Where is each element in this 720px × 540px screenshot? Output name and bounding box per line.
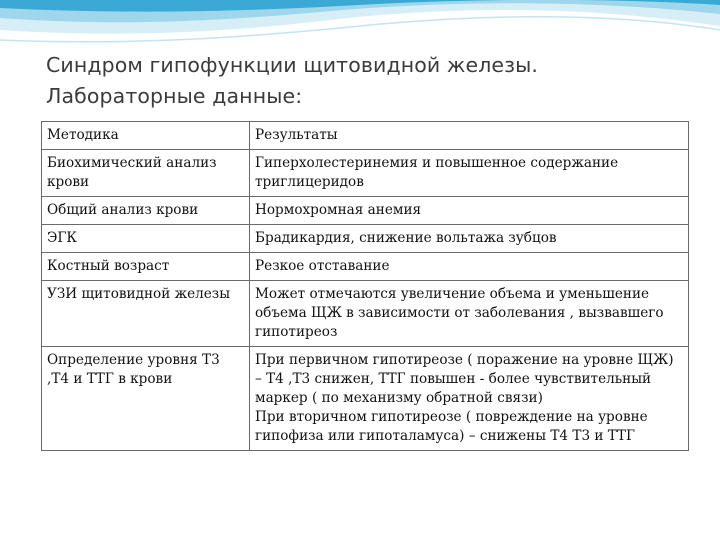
header-method-cell: Методика: [42, 122, 250, 150]
result-text-secondary: При вторичном гипотиреозе ( повреждение на уровне гипофиза или гипоталамуса) – снижены Т4 Т3 и ТТГ: [255, 409, 648, 444]
lab-data-table: [41, 121, 689, 451]
table-row: [42, 150, 689, 197]
result-text: Нормохромная анемия: [255, 202, 422, 218]
table-row: [42, 225, 689, 253]
method-cell: УЗИ щитовидной железы: [42, 281, 250, 347]
slide-title-line-1: Синдром гипофункции щитовидной железы.: [46, 53, 539, 77]
table-header-row: [42, 122, 689, 150]
table-row: [42, 253, 689, 281]
result-text: Может отмечаются увеличение объема и уменьшение объема ЩЖ в зависимости от заболевания , вызвавшего гипотиреоз: [255, 286, 664, 340]
header-result-cell: Результаты: [250, 122, 689, 150]
result-cell: [250, 197, 689, 225]
result-cell: [250, 347, 689, 451]
result-cell: [250, 150, 689, 197]
method-cell: Общий анализ крови: [42, 197, 250, 225]
result-text: Брадикардия, снижение вольтажа зубцов: [255, 230, 557, 246]
result-text: Гиперхолестеринемия и повышенное содержание триглицеридов: [255, 155, 619, 190]
table-row: [42, 197, 689, 225]
method-cell: Определение уровня Т3 ,Т4 и ТТГ в крови: [42, 347, 250, 451]
table-row: [42, 281, 689, 347]
method-cell: Биохимический анализ крови: [42, 150, 250, 197]
table-row: [42, 347, 689, 451]
slide-title-line-2: Лабораторные данные:: [46, 84, 303, 108]
result-text: Резкое отставание: [255, 258, 390, 274]
method-cell: Костный возраст: [42, 253, 250, 281]
result-cell: [250, 253, 689, 281]
result-text-primary: При первичном гипотиреозе ( поражение на уровне ЩЖ) – Т4 ,Т3 снижен, ТТГ повышен - более чувствительный маркер ( по механизму обратной связи): [255, 352, 674, 406]
result-cell: [250, 281, 689, 347]
method-cell: ЭГК: [42, 225, 250, 253]
slide-title: [46, 50, 696, 112]
result-cell: [250, 225, 689, 253]
